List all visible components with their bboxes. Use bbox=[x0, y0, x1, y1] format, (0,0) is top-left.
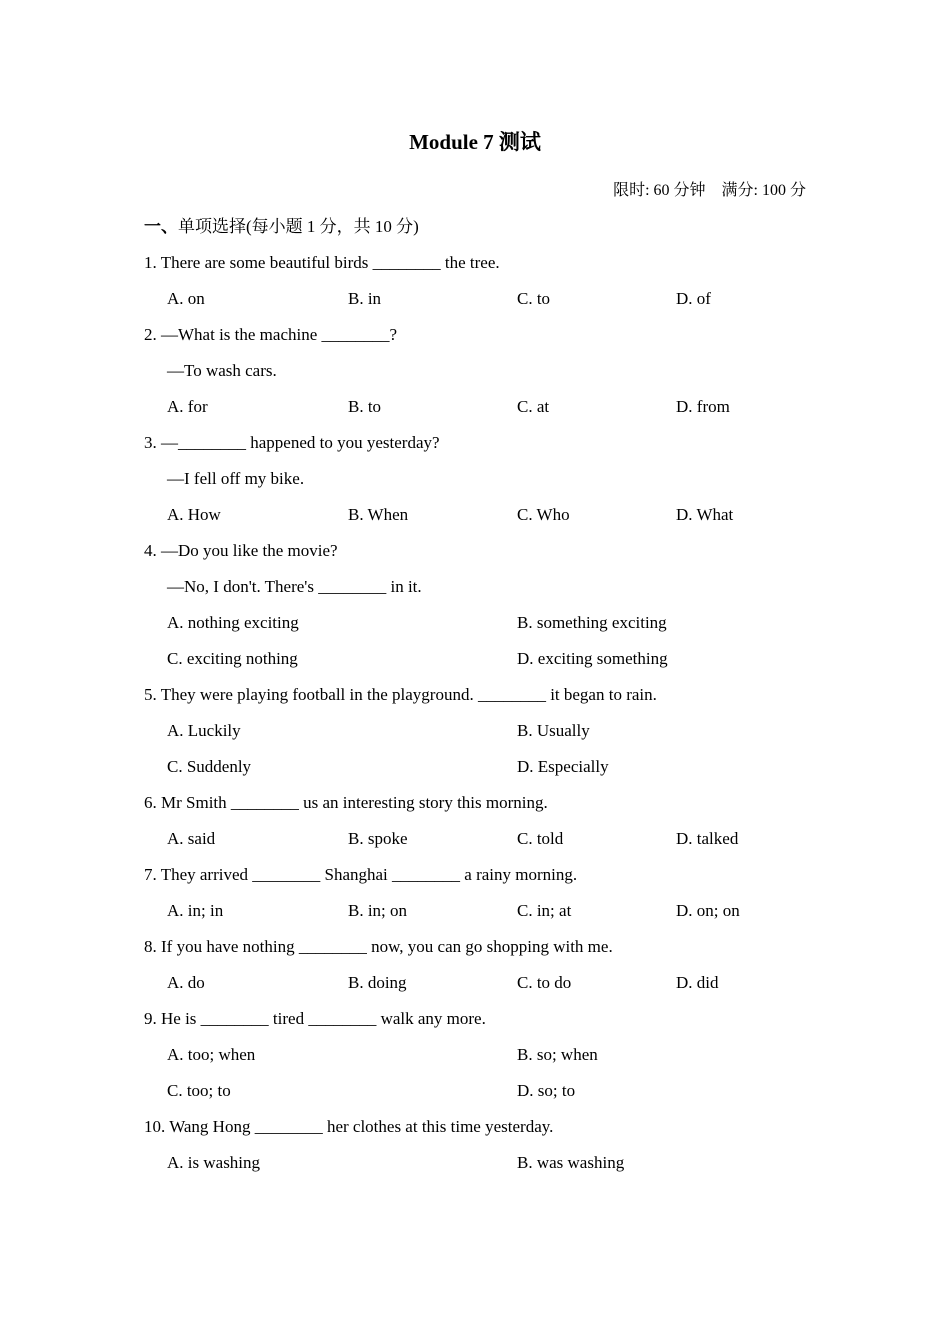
option-row bbox=[144, 754, 824, 790]
option-d: D. exciting something bbox=[517, 649, 668, 668]
option-d: D. on; on bbox=[676, 901, 740, 920]
option-c: C. Who bbox=[517, 505, 570, 524]
question-stem: 6. Mr Smith ________ us an interesting story this morning. bbox=[144, 793, 548, 812]
option-b: B. was washing bbox=[517, 1153, 625, 1172]
option-c: C. at bbox=[517, 397, 550, 416]
option-d: D. so; to bbox=[517, 1081, 576, 1100]
question-dialogue-line: —I fell off my bike. bbox=[167, 469, 305, 488]
option-row bbox=[144, 826, 824, 862]
option-d: D. did bbox=[676, 973, 719, 992]
question-stem: 4. —Do you like the movie? bbox=[144, 541, 338, 560]
option-row bbox=[144, 610, 824, 646]
option-b: B. in; on bbox=[348, 901, 408, 920]
option-row bbox=[144, 1042, 824, 1078]
option-a: A. in; in bbox=[167, 901, 224, 920]
option-d: D. from bbox=[676, 397, 730, 416]
section-number: 一、 bbox=[144, 217, 178, 236]
option-row bbox=[144, 970, 824, 1006]
question-stem: 7. They arrived ________ Shanghai ________ a rainy morning. bbox=[144, 865, 578, 884]
option-a: A. Luckily bbox=[167, 721, 241, 740]
option-b: B. When bbox=[348, 505, 409, 524]
time-and-score-info: 限时: 60 分钟 满分: 100 分 bbox=[613, 182, 806, 199]
option-row bbox=[144, 646, 824, 682]
question-stem: 3. —________ happened to you yesterday? bbox=[144, 433, 440, 452]
option-row bbox=[144, 1078, 824, 1114]
option-a: A. for bbox=[167, 397, 208, 416]
option-row bbox=[144, 1150, 824, 1186]
option-b: B. something exciting bbox=[517, 613, 667, 632]
option-c: C. exciting nothing bbox=[167, 649, 298, 668]
option-a: A. too; when bbox=[167, 1045, 256, 1064]
option-row bbox=[144, 718, 824, 754]
question-stem: 10. Wang Hong ________ her clothes at this time yesterday. bbox=[144, 1117, 554, 1136]
option-c: C. to do bbox=[517, 973, 572, 992]
question-stem: 5. They were playing football in the playground. ________ it began to rain. bbox=[144, 685, 657, 704]
option-c: C. Suddenly bbox=[167, 757, 252, 776]
option-c: C. too; to bbox=[167, 1081, 231, 1100]
option-b: B. doing bbox=[348, 973, 407, 992]
page-title: Module 7 测试 bbox=[409, 130, 541, 154]
option-d: D. talked bbox=[676, 829, 739, 848]
option-d: D. Especially bbox=[517, 757, 609, 776]
option-b: B. spoke bbox=[348, 829, 408, 848]
option-a: A. do bbox=[167, 973, 205, 992]
option-b: B. to bbox=[348, 397, 382, 416]
option-row bbox=[144, 286, 824, 322]
question-stem: 2. —What is the machine ________? bbox=[144, 325, 398, 344]
question-dialogue-line: —No, I don't. There's ________ in it. bbox=[167, 577, 422, 596]
question-stem: 9. He is ________ tired ________ walk any more. bbox=[144, 1009, 486, 1028]
option-b: B. Usually bbox=[517, 721, 590, 740]
section-label: 单项选择(每小题 1 分，共 10 分) bbox=[178, 217, 419, 236]
option-row bbox=[144, 394, 824, 430]
question-stem: 8. If you have nothing ________ now, you can go shopping with me. bbox=[144, 937, 613, 956]
option-a: A. said bbox=[167, 829, 216, 848]
question-stem: 1. There are some beautiful birds ________ the tree. bbox=[144, 253, 500, 272]
option-a: A. nothing exciting bbox=[167, 613, 299, 632]
option-a: A. How bbox=[167, 505, 221, 524]
option-c: C. told bbox=[517, 829, 564, 848]
option-d: D. of bbox=[676, 289, 711, 308]
option-c: C. in; at bbox=[517, 901, 572, 920]
option-d: D. What bbox=[676, 505, 734, 524]
option-a: A. on bbox=[167, 289, 205, 308]
option-row bbox=[144, 898, 824, 934]
option-a: A. is washing bbox=[167, 1153, 261, 1172]
question-list bbox=[144, 250, 824, 1186]
option-b: B. so; when bbox=[517, 1045, 598, 1064]
question-dialogue-line: —To wash cars. bbox=[167, 361, 277, 380]
option-c: C. to bbox=[517, 289, 551, 308]
option-b: B. in bbox=[348, 289, 382, 308]
option-row bbox=[144, 502, 824, 538]
section-heading bbox=[144, 215, 419, 239]
